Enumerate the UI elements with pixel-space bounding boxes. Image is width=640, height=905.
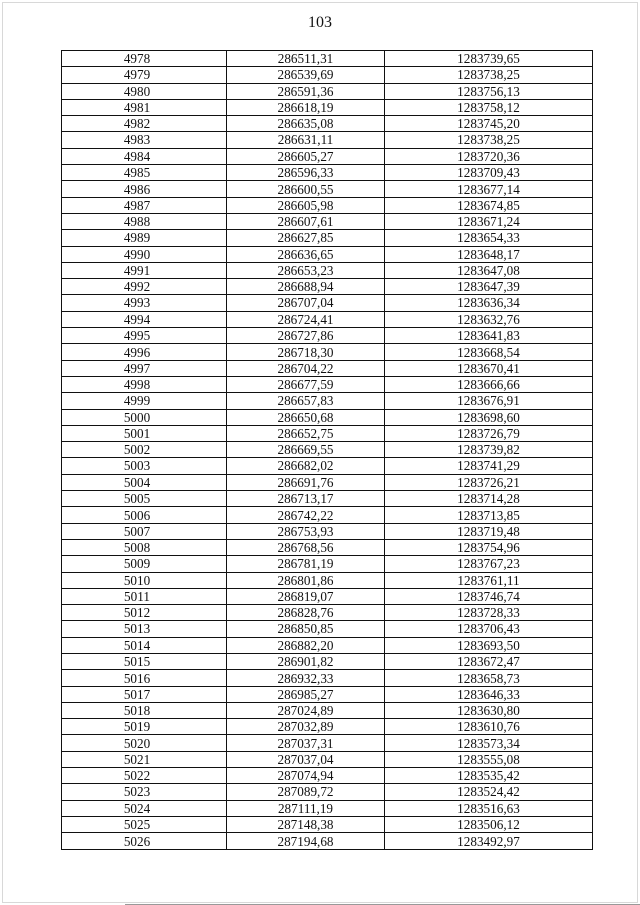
table-row [62, 197, 593, 213]
table-row [62, 295, 593, 311]
x-coordinate-cell: 286652,75 [227, 425, 385, 441]
table-row [62, 605, 593, 621]
point-number-cell: 4988 [62, 213, 227, 229]
table-row [62, 181, 593, 197]
y-coordinate-cell: 1283720,36 [385, 148, 593, 164]
y-coordinate-cell: 1283524,42 [385, 784, 593, 800]
y-coordinate-cell: 1283641,83 [385, 328, 593, 344]
y-coordinate-cell: 1283754,96 [385, 539, 593, 555]
x-coordinate-cell: 286781,19 [227, 556, 385, 572]
x-coordinate-cell: 286801,86 [227, 572, 385, 588]
y-coordinate-cell: 1283668,54 [385, 344, 593, 360]
table-row [62, 393, 593, 409]
x-coordinate-cell: 286607,61 [227, 213, 385, 229]
point-number-cell: 4981 [62, 99, 227, 115]
point-number-cell: 5012 [62, 605, 227, 621]
point-number-cell: 5005 [62, 491, 227, 507]
x-coordinate-cell: 286657,83 [227, 393, 385, 409]
y-coordinate-cell: 1283630,80 [385, 702, 593, 718]
table-row [62, 539, 593, 555]
point-number-cell: 4986 [62, 181, 227, 197]
x-coordinate-cell: 286713,17 [227, 491, 385, 507]
x-coordinate-cell: 286850,85 [227, 621, 385, 637]
table-row [62, 99, 593, 115]
table-row [62, 51, 593, 67]
point-number-cell: 4983 [62, 132, 227, 148]
table-row [62, 458, 593, 474]
table-row [62, 686, 593, 702]
x-coordinate-cell: 287037,04 [227, 751, 385, 767]
point-number-cell: 4998 [62, 376, 227, 392]
x-coordinate-cell: 286691,76 [227, 474, 385, 490]
table-row [62, 116, 593, 132]
y-coordinate-cell: 1283698,60 [385, 409, 593, 425]
y-coordinate-cell: 1283646,33 [385, 686, 593, 702]
point-number-cell: 5026 [62, 833, 227, 849]
x-coordinate-cell: 286605,98 [227, 197, 385, 213]
point-number-cell: 4987 [62, 197, 227, 213]
y-coordinate-cell: 1283706,43 [385, 621, 593, 637]
point-number-cell: 5003 [62, 458, 227, 474]
table-row [62, 311, 593, 327]
x-coordinate-cell: 286718,30 [227, 344, 385, 360]
table-row [62, 816, 593, 832]
point-number-cell: 4990 [62, 246, 227, 262]
y-coordinate-cell: 1283670,41 [385, 360, 593, 376]
y-coordinate-cell: 1283671,24 [385, 213, 593, 229]
point-number-cell: 5010 [62, 572, 227, 588]
y-coordinate-cell: 1283738,25 [385, 132, 593, 148]
y-coordinate-cell: 1283693,50 [385, 637, 593, 653]
y-coordinate-cell: 1283677,14 [385, 181, 593, 197]
y-coordinate-cell: 1283739,65 [385, 51, 593, 67]
x-coordinate-cell: 286669,55 [227, 442, 385, 458]
point-number-cell: 5006 [62, 507, 227, 523]
point-number-cell: 4993 [62, 295, 227, 311]
point-number-cell: 4982 [62, 116, 227, 132]
x-coordinate-cell: 287074,94 [227, 768, 385, 784]
x-coordinate-cell: 286819,07 [227, 588, 385, 604]
y-coordinate-cell: 1283758,12 [385, 99, 593, 115]
x-coordinate-cell: 286511,31 [227, 51, 385, 67]
x-coordinate-cell: 286627,85 [227, 230, 385, 246]
point-number-cell: 5015 [62, 653, 227, 669]
table-row [62, 360, 593, 376]
table-row [62, 491, 593, 507]
table-row [62, 833, 593, 849]
y-coordinate-cell: 1283714,28 [385, 491, 593, 507]
x-coordinate-cell: 286985,27 [227, 686, 385, 702]
point-number-cell: 5011 [62, 588, 227, 604]
table-row [62, 735, 593, 751]
table-row [62, 702, 593, 718]
table-row [62, 637, 593, 653]
y-coordinate-cell: 1283506,12 [385, 816, 593, 832]
y-coordinate-cell: 1283741,29 [385, 458, 593, 474]
x-coordinate-cell: 286724,41 [227, 311, 385, 327]
page-number: 103 [308, 14, 332, 31]
table-row [62, 800, 593, 816]
table-row [62, 784, 593, 800]
point-number-cell: 5021 [62, 751, 227, 767]
x-coordinate-cell: 287089,72 [227, 784, 385, 800]
x-coordinate-cell: 286600,55 [227, 181, 385, 197]
x-coordinate-cell: 286688,94 [227, 279, 385, 295]
table-row [62, 376, 593, 392]
table-row [62, 328, 593, 344]
table-row [62, 719, 593, 735]
y-coordinate-cell: 1283647,39 [385, 279, 593, 295]
x-coordinate-cell: 286932,33 [227, 670, 385, 686]
point-number-cell: 4991 [62, 262, 227, 278]
y-coordinate-cell: 1283555,08 [385, 751, 593, 767]
table-row [62, 132, 593, 148]
x-coordinate-cell: 286653,23 [227, 262, 385, 278]
point-number-cell: 4980 [62, 83, 227, 99]
point-number-cell: 4985 [62, 165, 227, 181]
x-coordinate-cell: 286704,22 [227, 360, 385, 376]
y-coordinate-cell: 1283767,23 [385, 556, 593, 572]
point-number-cell: 5001 [62, 425, 227, 441]
x-coordinate-cell: 286539,69 [227, 67, 385, 83]
y-coordinate-cell: 1283654,33 [385, 230, 593, 246]
point-number-cell: 5008 [62, 539, 227, 555]
y-coordinate-cell: 1283738,25 [385, 67, 593, 83]
table-row [62, 344, 593, 360]
x-coordinate-cell: 286605,27 [227, 148, 385, 164]
y-coordinate-cell: 1283726,79 [385, 425, 593, 441]
point-number-cell: 5025 [62, 816, 227, 832]
table-row [62, 279, 593, 295]
point-number-cell: 4978 [62, 51, 227, 67]
table-row [62, 165, 593, 181]
point-number-cell: 5002 [62, 442, 227, 458]
x-coordinate-cell: 286753,93 [227, 523, 385, 539]
y-coordinate-cell: 1283756,13 [385, 83, 593, 99]
table-row [62, 213, 593, 229]
point-number-cell: 4984 [62, 148, 227, 164]
table-row [62, 442, 593, 458]
x-coordinate-cell: 286636,65 [227, 246, 385, 262]
point-number-cell: 5023 [62, 784, 227, 800]
x-coordinate-cell: 287148,38 [227, 816, 385, 832]
point-number-cell: 5017 [62, 686, 227, 702]
x-coordinate-cell: 286596,33 [227, 165, 385, 181]
y-coordinate-cell: 1283728,33 [385, 605, 593, 621]
y-coordinate-cell: 1283535,42 [385, 768, 593, 784]
x-coordinate-cell: 286707,04 [227, 295, 385, 311]
x-coordinate-cell: 286631,11 [227, 132, 385, 148]
point-number-cell: 4999 [62, 393, 227, 409]
y-coordinate-cell: 1283658,73 [385, 670, 593, 686]
table-row [62, 588, 593, 604]
coordinates-table-body [62, 51, 593, 850]
table-row [62, 67, 593, 83]
y-coordinate-cell: 1283761,11 [385, 572, 593, 588]
point-number-cell: 4992 [62, 279, 227, 295]
x-coordinate-cell: 286828,76 [227, 605, 385, 621]
point-number-cell: 5000 [62, 409, 227, 425]
table-row [62, 148, 593, 164]
y-coordinate-cell: 1283492,97 [385, 833, 593, 849]
y-coordinate-cell: 1283676,91 [385, 393, 593, 409]
y-coordinate-cell: 1283672,47 [385, 653, 593, 669]
table-row [62, 507, 593, 523]
x-coordinate-cell: 286635,08 [227, 116, 385, 132]
table-row [62, 751, 593, 767]
y-coordinate-cell: 1283610,76 [385, 719, 593, 735]
table-row [62, 83, 593, 99]
point-number-cell: 4979 [62, 67, 227, 83]
point-number-cell: 5004 [62, 474, 227, 490]
y-coordinate-cell: 1283746,74 [385, 588, 593, 604]
point-number-cell: 5022 [62, 768, 227, 784]
x-coordinate-cell: 287111,19 [227, 800, 385, 816]
y-coordinate-cell: 1283726,21 [385, 474, 593, 490]
y-coordinate-cell: 1283739,82 [385, 442, 593, 458]
table-row [62, 670, 593, 686]
y-coordinate-cell: 1283745,20 [385, 116, 593, 132]
x-coordinate-cell: 286727,86 [227, 328, 385, 344]
point-number-cell: 5020 [62, 735, 227, 751]
point-number-cell: 5016 [62, 670, 227, 686]
x-coordinate-cell: 286882,20 [227, 637, 385, 653]
table-row [62, 246, 593, 262]
x-coordinate-cell: 287194,68 [227, 833, 385, 849]
point-number-cell: 4996 [62, 344, 227, 360]
y-coordinate-cell: 1283516,63 [385, 800, 593, 816]
point-number-cell: 4994 [62, 311, 227, 327]
x-coordinate-cell: 287037,31 [227, 735, 385, 751]
y-coordinate-cell: 1283636,34 [385, 295, 593, 311]
point-number-cell: 4997 [62, 360, 227, 376]
point-number-cell: 5019 [62, 719, 227, 735]
table-row [62, 572, 593, 588]
table-row [62, 262, 593, 278]
y-coordinate-cell: 1283713,85 [385, 507, 593, 523]
x-coordinate-cell: 286618,19 [227, 99, 385, 115]
y-coordinate-cell: 1283573,34 [385, 735, 593, 751]
point-number-cell: 5009 [62, 556, 227, 572]
x-coordinate-cell: 286650,68 [227, 409, 385, 425]
x-coordinate-cell: 286677,59 [227, 376, 385, 392]
x-coordinate-cell: 286682,02 [227, 458, 385, 474]
table-row [62, 556, 593, 572]
y-coordinate-cell: 1283719,48 [385, 523, 593, 539]
table-row [62, 425, 593, 441]
y-coordinate-cell: 1283648,17 [385, 246, 593, 262]
table-row [62, 768, 593, 784]
point-number-cell: 5018 [62, 702, 227, 718]
x-coordinate-cell: 286742,22 [227, 507, 385, 523]
x-coordinate-cell: 286768,56 [227, 539, 385, 555]
x-coordinate-cell: 287024,89 [227, 702, 385, 718]
point-number-cell: 4989 [62, 230, 227, 246]
x-coordinate-cell: 286591,36 [227, 83, 385, 99]
y-coordinate-cell: 1283709,43 [385, 165, 593, 181]
point-number-cell: 5013 [62, 621, 227, 637]
point-number-cell: 5024 [62, 800, 227, 816]
point-number-cell: 5007 [62, 523, 227, 539]
y-coordinate-cell: 1283632,76 [385, 311, 593, 327]
point-number-cell: 5014 [62, 637, 227, 653]
y-coordinate-cell: 1283674,85 [385, 197, 593, 213]
y-coordinate-cell: 1283647,08 [385, 262, 593, 278]
y-coordinate-cell: 1283666,66 [385, 376, 593, 392]
table-row [62, 621, 593, 637]
table-row [62, 523, 593, 539]
x-coordinate-cell: 286901,82 [227, 653, 385, 669]
coordinates-table [61, 50, 593, 850]
x-coordinate-cell: 287032,89 [227, 719, 385, 735]
table-row [62, 653, 593, 669]
point-number-cell: 4995 [62, 328, 227, 344]
table-row [62, 474, 593, 490]
table-row [62, 409, 593, 425]
table-row [62, 230, 593, 246]
